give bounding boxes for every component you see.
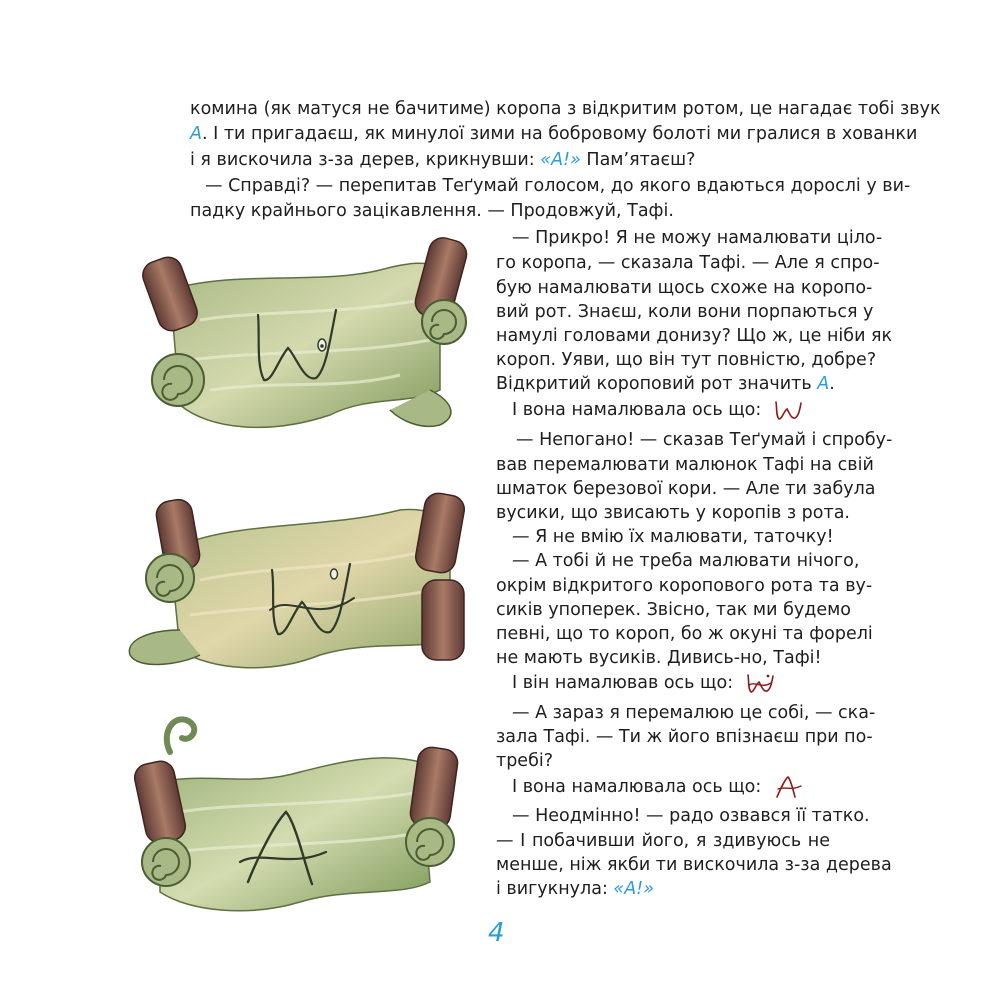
mouth-barbels-glyph-icon	[745, 671, 777, 695]
text-span: Відкритий короповий рот значить	[496, 374, 818, 394]
letter-a-glyph-icon	[773, 774, 805, 800]
text-line	[496, 477, 876, 501]
text-span: вий рот. Знаєш, коли вони порпаються у	[496, 302, 874, 322]
text-line	[496, 300, 874, 324]
text-line	[496, 829, 830, 853]
text-line	[496, 372, 835, 396]
text-line	[496, 453, 874, 477]
text-span: требі?	[496, 751, 554, 771]
page-number: 4	[488, 918, 505, 948]
text-span: І він намалював ось що:	[512, 673, 734, 693]
text-line	[190, 199, 830, 223]
scroll-mouth-with-barbels-illustration	[120, 490, 480, 690]
text-line	[190, 122, 918, 146]
text-span: — Непогано! — сказав Теґумай і спробу-	[516, 430, 893, 450]
text-line	[512, 671, 846, 695]
text-span: менше, ніж якби ти вискочила з-за дерева	[496, 855, 892, 875]
text-span: І вона намалювала ось що:	[512, 777, 762, 797]
text-span: го коропа, — сказала Тафі. — Але я спро-	[496, 253, 880, 273]
text-line	[496, 501, 850, 525]
text-span: — А зараз я перемалюю це собі, — ска-	[512, 703, 876, 723]
text-line	[496, 749, 830, 773]
text-span: бую намалювати щось схоже на коропо-	[496, 278, 873, 298]
text-line	[190, 97, 941, 121]
text-line	[516, 428, 893, 452]
text-line	[512, 804, 870, 828]
text-line	[496, 877, 830, 901]
text-span: намулі головами донизу? Що ж, це ніби як	[496, 326, 893, 346]
text-line	[512, 525, 846, 549]
text-span: короп. Уяви, що він тут повністю, добре?	[496, 350, 877, 370]
text-line	[496, 622, 873, 646]
text-line	[496, 853, 892, 877]
text-span: — Я не вмію їх малювати, таточку!	[512, 527, 834, 547]
text-span: зала Тафі. — Ти ж його впізнаєш при по-	[496, 727, 873, 747]
text-line	[496, 348, 877, 372]
scroll-letter-a-illustration	[130, 712, 475, 927]
text-line	[512, 701, 876, 725]
text-line	[496, 276, 873, 300]
text-span: — А тобі й не треба малювати нічого,	[512, 551, 860, 571]
text-line	[512, 226, 883, 250]
text-line	[496, 598, 851, 622]
highlight-exclamation: «А!»	[540, 150, 581, 170]
text-span: комина (як матуся не бачитиме) коропа з відкритим ротом, це нагадає тобі звук	[190, 99, 941, 119]
highlight-exclamation: «А!»	[613, 879, 654, 899]
text-span: Пам’ятаєш?	[580, 150, 696, 170]
text-line	[205, 174, 911, 198]
text-line	[512, 398, 846, 422]
text-line	[496, 574, 873, 598]
text-span: — І побачивши його, я здивуюсь не	[496, 831, 830, 851]
text-span: і вигукнула:	[496, 879, 614, 899]
text-span: шматок березової кори. — Але ти забула	[496, 479, 876, 499]
text-span: окрім відкритого коропового рота та ву-	[496, 576, 873, 596]
text-line	[512, 774, 846, 800]
text-line	[496, 251, 880, 275]
text-span: — Справді? — перепитав Теґумай голосом, до якого вдаються дорослі у ви-	[205, 176, 911, 196]
text-line	[496, 646, 830, 670]
text-span: І вона намалювала ось що:	[512, 400, 762, 420]
text-line	[512, 549, 860, 573]
text-span: — Неодмінно! — радо озвався її татко.	[512, 806, 870, 826]
text-span: вав перемалювати малюнок Тафі на свій	[496, 455, 874, 475]
scroll-open-mouth-illustration	[140, 230, 475, 450]
text-line	[496, 324, 893, 348]
text-span: не мають вусиків. Дивись-но, Тафі!	[496, 648, 822, 668]
text-span: .	[829, 374, 835, 394]
text-span: сиків упоперек. Звісно, так ми будемо	[496, 600, 851, 620]
text-line	[190, 148, 830, 172]
highlight-letter: А	[190, 124, 202, 144]
text-span: певні, що то короп, бо ж окуні та форелі	[496, 624, 873, 644]
text-span: . І ти пригадаєш, як минулої зими на бобровому болоті ми гралися в хованки	[201, 124, 918, 144]
text-span: — Прикро! Я не можу намалювати цілo-	[512, 228, 883, 248]
text-span: і я вискочила з-за дерев, крикнувши:	[190, 150, 541, 170]
text-line	[496, 725, 873, 749]
text-span: вусики, що звисають у коропів з рота.	[496, 503, 850, 523]
open-mouth-glyph-icon	[773, 398, 805, 422]
text-span: падку крайнього зацікавлення. — Продовжуй, Тафі.	[190, 201, 674, 221]
highlight-letter: А	[817, 374, 830, 394]
